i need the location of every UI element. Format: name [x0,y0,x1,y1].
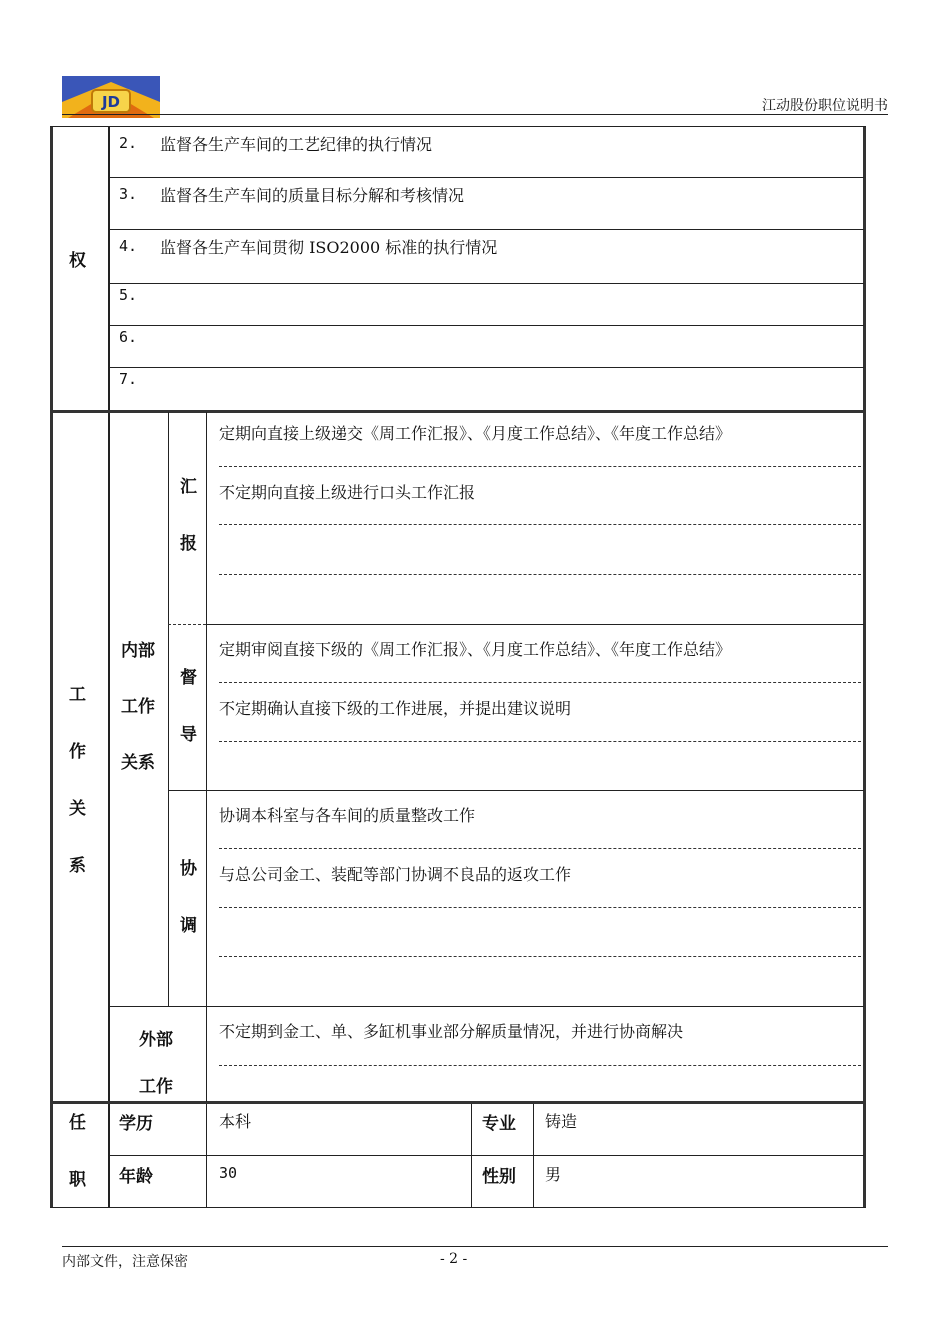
dashed-divider [219,848,861,849]
row-line [108,1155,864,1156]
report-label-char: 报 [180,534,197,554]
major-label: 专业 [482,1114,516,1134]
qualification-label-char: 任 [69,1113,86,1133]
education-label: 学历 [119,1114,153,1134]
external-line: 不定期到金工、单、多缸机事业部分解质量情况，并进行协商解决 [219,1022,684,1041]
footer-rule [62,1246,888,1247]
dashed-divider [219,1065,861,1066]
report-label-char: 汇 [180,477,197,497]
major-value: 铸造 [545,1112,578,1131]
authority-label: 权 [69,251,86,271]
item-text: 监督各生产车间贯彻 ISO2000 标准的执行情况 [160,238,498,257]
table-right-border [863,126,866,1208]
item-number: 6. [119,328,138,346]
item-number: 7. [119,370,138,388]
table-top-border [50,126,866,127]
relations-label-char: 系 [69,856,86,876]
page-number: - 2 - [440,1251,468,1267]
svg-text:JD: JD [101,93,121,111]
dashed-divider [219,741,861,742]
dashed-divider [219,682,861,683]
row-line [108,177,864,178]
coordinate-label-char: 协 [180,859,197,879]
coordinate-line: 协调本科室与各车间的质量整改工作 [219,806,476,825]
coordinate-label-char: 调 [180,916,197,936]
table-left-border [50,126,53,1208]
supervise-label-char: 导 [180,725,197,745]
relations-label-char: 作 [69,742,86,762]
row-line [206,624,864,625]
internal-label-line: 内部 [121,641,155,661]
internal-label-line: 关系 [121,753,155,773]
age-label: 年龄 [119,1167,153,1187]
report-line: 定期向直接上级递交《周工作汇报》、《月度工作总结》、《年度工作总结》 [219,424,732,443]
section-divider-authority [50,410,866,413]
row-line [108,229,864,230]
dashed-divider [219,574,861,575]
gender-label: 性别 [482,1167,516,1187]
supervise-line: 定期审阅直接下级的《周工作汇报》、《月度工作总结》、《年度工作总结》 [219,640,732,659]
external-label-line: 外部 [139,1030,173,1050]
dashed-divider [219,524,861,525]
internal-label-line: 工作 [121,697,155,717]
col-divider-internal [168,412,169,1006]
report-line: 不定期向直接上级进行口头工作汇报 [219,483,476,502]
row-line [108,325,864,326]
document-title: 江动股份职位说明书 [762,98,888,114]
item-number: 4. [119,237,138,255]
dashed-divider [219,956,861,957]
row-line [108,367,864,368]
supervise-label-char: 督 [180,668,197,688]
table-bottom-border [50,1207,866,1208]
dashed-divider [219,466,861,467]
col-divider-1 [108,126,110,1208]
row-line [168,790,864,791]
item-number: 3. [119,185,138,203]
row-line [108,283,864,284]
age-value: 30 [219,1164,238,1182]
gender-value: 男 [545,1165,562,1184]
education-value: 本科 [219,1112,252,1131]
external-label-line: 工作 [139,1077,173,1097]
relations-label-char: 工 [69,685,86,705]
item-number: 2. [119,134,138,152]
qualification-label-char: 职 [69,1170,86,1190]
item-number: 5. [119,286,138,304]
dashed-divider [219,907,861,908]
relations-label-char: 关 [69,799,86,819]
dashed-divider [168,624,206,625]
item-text: 监督各生产车间的质量目标分解和考核情况 [160,186,465,205]
confidential-notice: 内部文件，注意保密 [62,1254,188,1270]
header-rule [62,114,888,115]
company-logo [62,76,160,118]
coordinate-line: 与总公司金工、装配等部门协调不良品的返攻工作 [219,865,572,884]
row-line [108,1006,864,1007]
item-text: 监督各生产车间的工艺纪律的执行情况 [160,135,433,154]
supervise-line: 不定期确认直接下级的工作进展，并提出建议说明 [219,699,572,718]
section-divider-relations [50,1101,866,1104]
col-divider-content [206,412,207,1102]
